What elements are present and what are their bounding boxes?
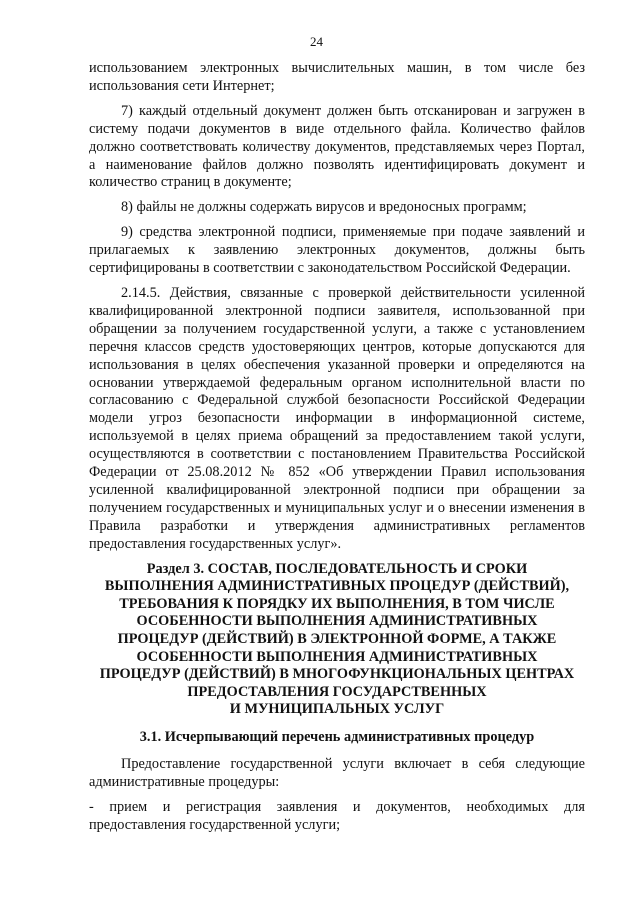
section-3-title (89, 561, 585, 719)
list-item: - прием и регистрация заявления и документов, необходимых для предоставления государственной услуги; (89, 798, 585, 833)
paragraph-2-14-5: 2.14.5. Действия, связанные с проверкой действительности усиленной квалифицированной электронной подписи заявителя, использованной при обращении за получением государственной услуги, а также с установлением перечня классов средств удостоверяющих центров, которые допускаются для использования в целях обеспечения указанной проверки и определяются на основании утверждаемой федеральным органом исполнительной власти по согласованию с Федеральной службой безопасности Российской Федерации модели угроз безопасности информации в информационной системе, используемой в целях приема обращений за предоставлением такой услуги, осуществляются в соответствии с постановлением Правительства Российской Федерации от 25.08.2012 № 852 «Об утверждении Правил использования усиленной квалифицированной электронной подписи при обращении за получением государственных и муниципальных услуг и о внесении изменения в Правила разработки и утверждения административных регламентов предоставления государственных услуг». (89, 284, 585, 552)
section-title-line: ВЫПОЛНЕНИЯ АДМИНИСТРАТИВНЫХ ПРОЦЕДУР (ДЕЙСТВИЙ), (104, 578, 570, 595)
section-title-line: И МУНИЦИПАЛЬНЫХ УСЛУГ (229, 701, 445, 718)
paragraph-item-9: 9) средства электронной подписи, применяемые при подаче заявлений и прилагаемых к заявлению электронных документов, должны быть сертифицированы в соответствии с законодательством Российской Федерации. (89, 224, 585, 277)
section-title-line: ТРЕБОВАНИЯ К ПОРЯДКУ ИХ ВЫПОЛНЕНИЯ, В ТОМ ЧИСЛЕ (119, 595, 555, 612)
section-title-line: ОСОБЕННОСТИ ВЫПОЛНЕНИЯ АДМИНИСТРАТИВНЫХ (136, 613, 538, 630)
paragraph-item-8: 8) файлы не должны содержать вирусов и вредоносных программ; (121, 199, 527, 216)
document-body (89, 60, 585, 834)
section-title-line: ПРОЦЕДУР (ДЕЙСТВИЙ) В ЭЛЕКТРОННОЙ ФОРМЕ, А ТАКЖЕ (117, 630, 557, 647)
section-title-line: Раздел 3. СОСТАВ, ПОСЛЕДОВАТЕЛЬНОСТЬ И СРОКИ (146, 560, 528, 577)
section-title-line: ПРОЦЕДУР (ДЕЙСТВИЙ) В МНОГОФУНКЦИОНАЛЬНЫХ ЦЕНТРАХ (99, 666, 575, 683)
section-title-line: ПРЕДОСТАВЛЕНИЯ ГОСУДАРСТВЕННЫХ (187, 683, 487, 700)
paragraph-continuation: использованием электронных вычислительных машин, в том числе без использования сети Интернет; (89, 60, 585, 94)
page-number: 24 (310, 34, 323, 49)
subsection-3-1-title: 3.1. Исчерпывающий перечень административных процедур (139, 728, 535, 745)
intro-paragraph: Предоставление государственной услуги включает в себя следующие административные процедуры: (89, 755, 585, 790)
paragraph-item-7: 7) каждый отдельный документ должен быть отсканирован и загружен в систему подачи документов в виде отдельного файла. Количество файлов должно соответствовать количеству документов, представляемых через Портал, а наименование файлов должно позволять идентифицировать документ и количество страниц в документе; (89, 102, 585, 191)
section-title-line: ОСОБЕННОСТИ ВЫПОЛНЕНИЯ АДМИНИСТРАТИВНЫХ (136, 648, 538, 665)
